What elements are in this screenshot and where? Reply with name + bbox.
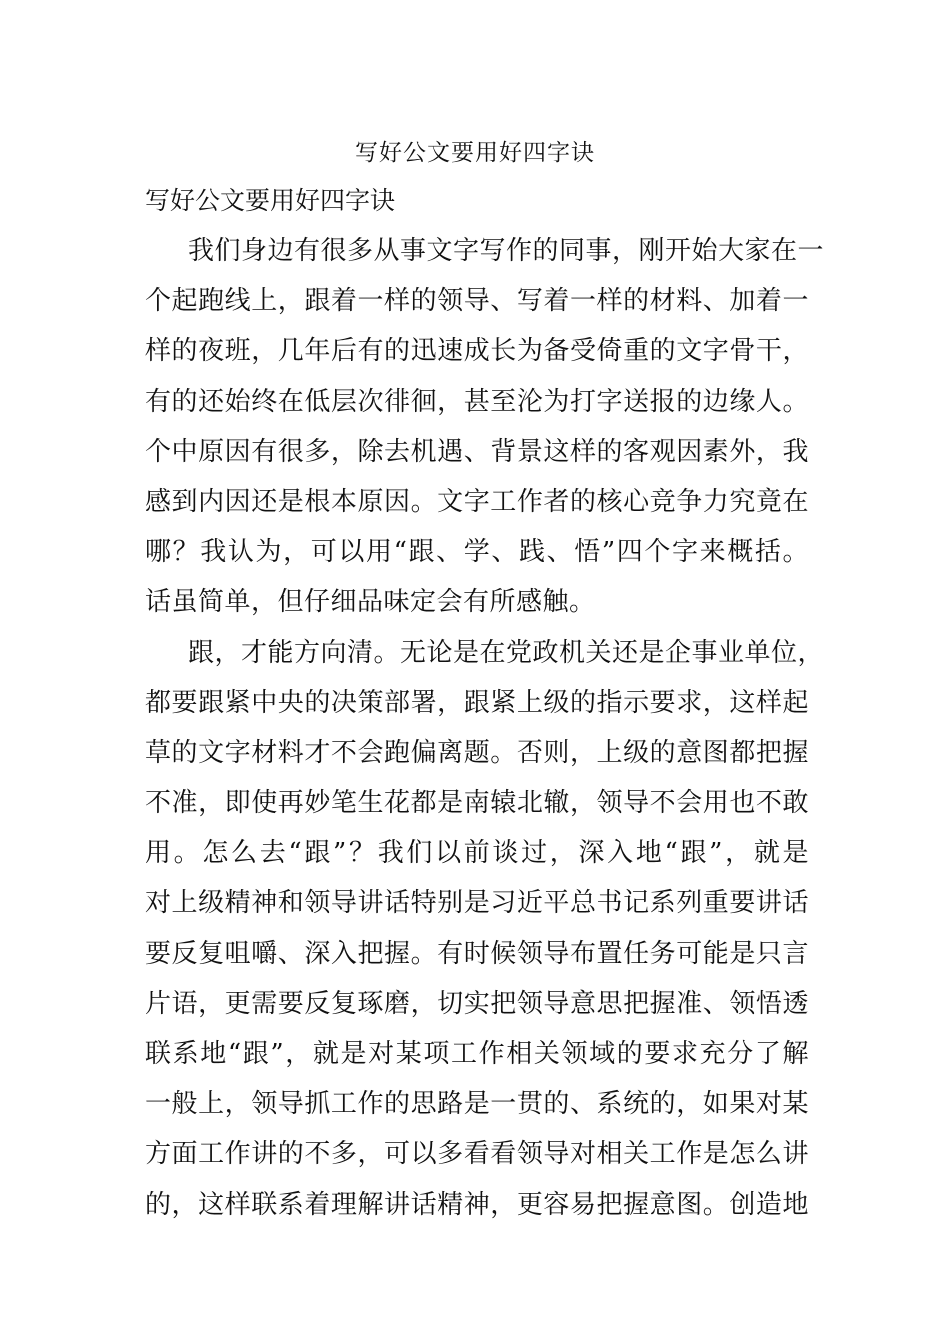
paragraph-2-line-4: 不准，即使再妙笔生花都是南辕北辙，领导不会用也不敢 xyxy=(145,788,809,819)
paragraph-1-line-2: 个起跑线上，跟着一样的领导、写着一样的材料、加着一 xyxy=(145,286,809,317)
paragraph-2-line-10: 一般上，领导抓工作的思路是一贯的、系统的，如果对某 xyxy=(145,1089,809,1120)
paragraph-1-line-8: 话虽简单，但仔细品味定会有所感触。 xyxy=(145,587,596,618)
paragraph-2-line-12: 的，这样联系着理解讲话精神，更容易把握意图。创造地 xyxy=(145,1189,809,1220)
paragraph-1-line-7: 哪？我认为，可以用“跟、学、践、悟”四个字来概括。 xyxy=(145,537,809,568)
document-body xyxy=(145,226,825,1230)
paragraph-2-line-11: 方面工作讲的不多，可以多看看领导对相关工作是怎么讲 xyxy=(145,1139,809,1170)
document-title: 写好公文要用好四字诀 xyxy=(355,140,595,166)
paragraph-1-line-5: 个中原因有很多，除去机遇、背景这样的客观因素外，我 xyxy=(145,436,809,467)
paragraph-2-line-8: 片语，更需要反复琢磨，切实把领导意思把握准、领悟透 xyxy=(145,988,809,1019)
paragraph-1-line-1: 我们身边有很多从事文字写作的同事，刚开始大家在一 xyxy=(188,236,825,266)
paragraph-1-line-6: 感到内因还是根本原因。文字工作者的核心竞争力究竟在 xyxy=(145,486,809,517)
paragraph-2-line-9: 联系地“跟”，就是对某项工作相关领域的要求充分了解 xyxy=(145,1039,809,1069)
paragraph-1-line-4: 有的还始终在低层次徘徊，甚至沦为打字送报的边缘人。 xyxy=(145,386,809,417)
paragraph-2-line-3: 草的文字材料才不会跑偏离题。否则，上级的意图都把握 xyxy=(145,737,809,768)
paragraph-2-line-5: 用。怎么去“跟”？我们以前谈过，深入地“跟”，就是 xyxy=(145,838,809,869)
paragraph-2-line-1: 跟，才能方向清。无论是在党政机关还是企事业单位， xyxy=(188,637,825,668)
paragraph-2-line-2: 都要跟紧中央的决策部署，跟紧上级的指示要求，这样起 xyxy=(145,687,809,718)
paragraph-2-line-7: 要反复咀嚼、深入把握。有时候领导布置任务可能是只言 xyxy=(145,938,809,969)
paragraph-2-line-6: 对上级精神和领导讲话特别是习近平总书记系列重要讲话 xyxy=(145,888,809,919)
paragraph-1-line-3: 样的夜班，几年后有的迅速成长为备受倚重的文字骨干， xyxy=(145,336,809,367)
document-subtitle: 写好公文要用好四字诀 xyxy=(145,186,396,215)
